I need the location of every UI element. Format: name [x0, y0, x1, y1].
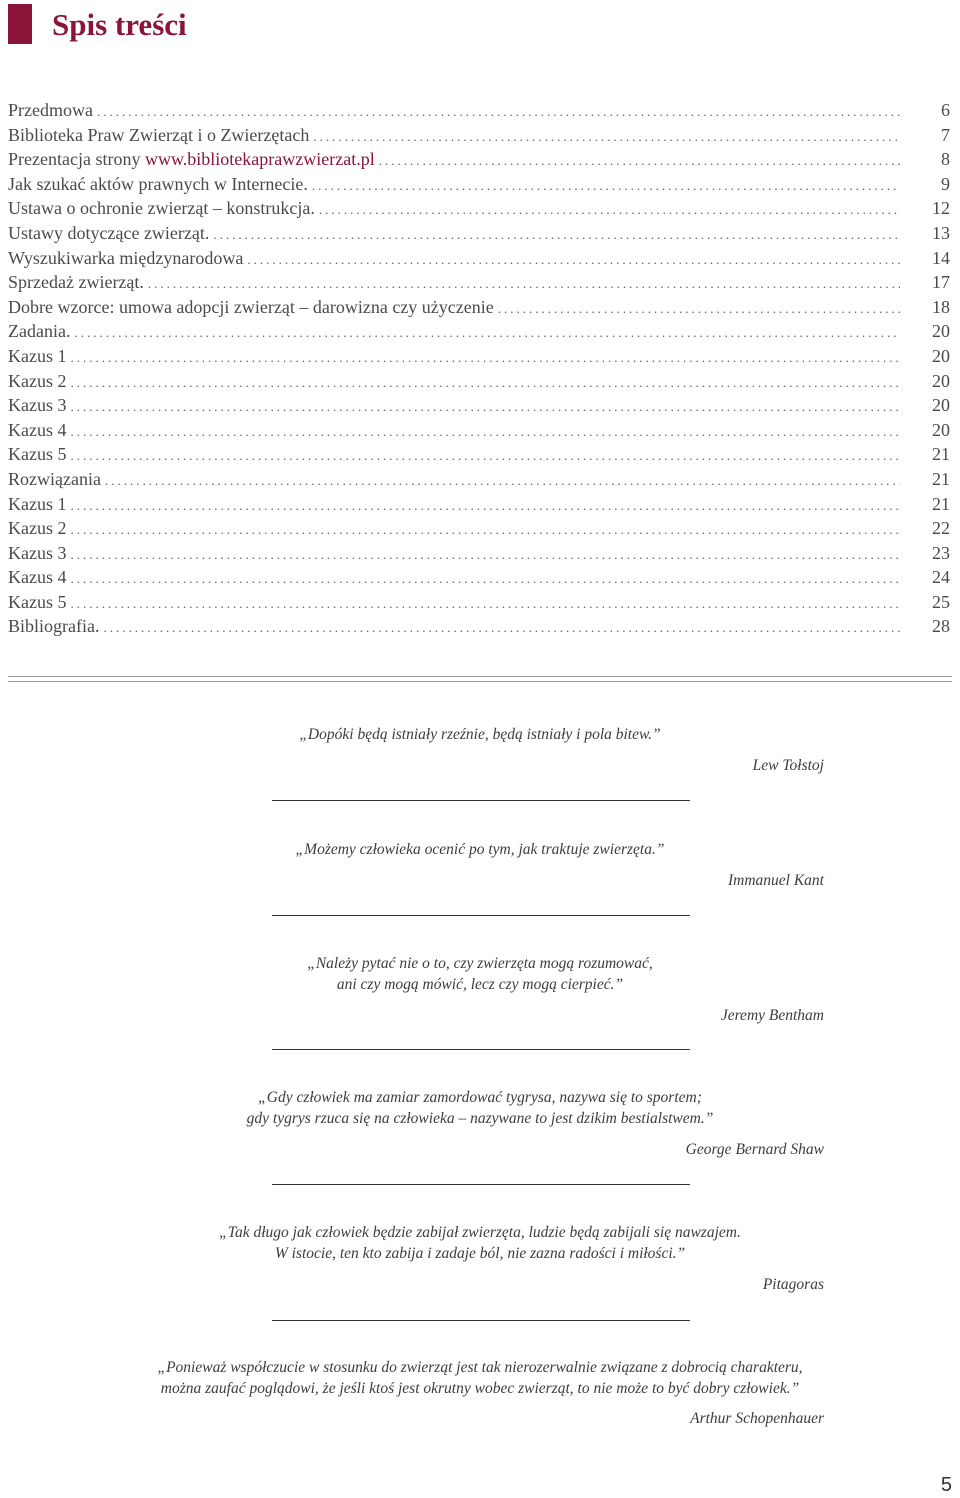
toc-entry[interactable]: [8, 221, 950, 246]
quote-text: „Ponieważ współczucie w stosunku do zwierząt jest tak nierozerwalnie związane z dobrocią charakteru,: [157, 1359, 803, 1376]
toc-entry-label: Rozwiązania: [8, 468, 101, 489]
page-number: 5: [940, 1474, 952, 1496]
toc-entry-label: Kazus 2: [8, 518, 67, 539]
toc-entry-label-container: [8, 147, 375, 172]
toc-leader-dots: [247, 248, 900, 273]
toc-entry-page: 24: [932, 567, 950, 588]
toc-entry[interactable]: [8, 147, 950, 172]
toc-entry-page: 21: [932, 493, 950, 514]
quote-author: George Bernard Shaw: [685, 1141, 824, 1158]
section-divider: [8, 676, 952, 682]
toc-leader-dots: [148, 272, 900, 297]
toc-leader-dots: [313, 125, 900, 150]
toc-entry-page: 14: [932, 247, 950, 268]
toc-leader-dots: [103, 616, 900, 641]
toc-entry-label: Kazus 2: [8, 370, 67, 391]
toc-leader-dots: [312, 174, 900, 199]
quote-author: Immanuel Kant: [727, 872, 824, 889]
toc-entry-label: Kazus 4: [8, 419, 67, 440]
toc-entry-label: Kazus 1: [8, 345, 67, 366]
toc-entry[interactable]: [8, 590, 950, 615]
toc-entry-label: Kazus 3: [8, 395, 67, 416]
toc-leader-dots: [70, 518, 900, 543]
toc-entry-label: Sprzedaż zwierząt.: [8, 272, 144, 293]
toc-entry[interactable]: [8, 369, 950, 394]
toc-leader-dots: [74, 321, 900, 346]
toc-entry-page: 7: [941, 124, 950, 145]
toc-leader-dots: [70, 494, 900, 519]
quote-text: ani czy mogą mówić, lecz czy mogą cierpieć.”: [336, 976, 624, 993]
toc-leader-dots: [70, 395, 900, 420]
toc-entry-page: 20: [932, 345, 950, 366]
toc-entry[interactable]: [8, 541, 950, 566]
quote-text: można zaufać poglądowi, że jeśli ktoś jest okrutny wobec zwierząt, to nie może to być dobry człowiek.”: [160, 1380, 800, 1397]
toc-entry-label: Ustawa o ochronie zwierząt – konstrukcja.: [8, 198, 315, 219]
toc-entry-label: Dobre wzorce: umowa adopcji zwierząt – darowizna czy użyczenie: [8, 296, 494, 317]
toc-entry-page: 25: [932, 591, 950, 612]
title-accent-bar: [8, 4, 32, 44]
toc-entry[interactable]: [8, 246, 950, 271]
toc-entry[interactable]: [8, 418, 950, 443]
quote-text: „Należy pytać nie o to, czy zwierzęta mogą rozumować,: [307, 955, 653, 972]
quote-author: Jeremy Bentham: [720, 1007, 824, 1024]
toc-entry[interactable]: [8, 270, 950, 295]
toc-entry-page: 18: [932, 296, 950, 317]
toc-entry[interactable]: [8, 492, 950, 517]
quote-separator: [272, 800, 690, 801]
quote-text: „Dopóki będą istniały rzeźnie, będą istniały i pola bitew.”: [299, 726, 661, 743]
toc-entry-page: 9: [941, 173, 950, 194]
quote-author: Lew Tołstoj: [752, 757, 824, 774]
toc-entry-page: 22: [932, 518, 950, 539]
toc-entry[interactable]: [8, 123, 950, 148]
toc-leader-dots: [70, 543, 900, 568]
toc-leader-dots: [70, 346, 900, 371]
toc-entry-label: Bibliografia.: [8, 616, 100, 637]
toc-entry-page: 20: [932, 395, 950, 416]
toc-entry[interactable]: [8, 516, 950, 541]
quote-text: „Tak długo jak człowiek będzie zabijał zwierzęta, ludzie będą zabijali się nawzajem.: [219, 1224, 741, 1241]
page-title: Spis treści: [52, 7, 187, 42]
toc-entry[interactable]: [8, 344, 950, 369]
toc-entry-label: Prezentacja strony: [8, 149, 145, 170]
toc-entry-page: 21: [932, 444, 950, 465]
toc-entry-page: 20: [932, 419, 950, 440]
toc-entry-page: 20: [932, 321, 950, 342]
toc-entry-label: Kazus 4: [8, 567, 67, 588]
toc-entry-label: Zadania.: [8, 321, 71, 342]
toc-entry[interactable]: [8, 614, 950, 639]
quote-author: Pitagoras: [762, 1276, 824, 1293]
toc-entry-page: 23: [932, 542, 950, 563]
toc-entry[interactable]: [8, 393, 950, 418]
toc-leader-dots: [70, 567, 900, 592]
toc-entry[interactable]: [8, 172, 950, 197]
quote-separator: [272, 915, 690, 916]
quote-text: gdy tygrys rzuca się na człowieka – nazywane to jest dzikim bestialstwem.”: [246, 1110, 714, 1127]
quote-text: „Możemy człowieka ocenić po tym, jak traktuje zwierzęta.”: [295, 841, 665, 858]
toc-leader-dots: [213, 223, 900, 248]
quote-author: Arthur Schopenhauer: [690, 1410, 824, 1427]
quote-separator: [272, 1320, 690, 1321]
toc-leader-dots: [105, 469, 900, 494]
toc-leader-dots: [70, 371, 900, 396]
toc-entry-label: Kazus 5: [8, 444, 67, 465]
toc-leader-dots: [70, 420, 900, 445]
toc-leader-dots: [70, 444, 900, 469]
toc-leader-dots: [379, 149, 900, 174]
toc-entry[interactable]: [8, 565, 950, 590]
toc-entry[interactable]: [8, 319, 950, 344]
table-of-contents: [8, 98, 950, 639]
toc-entry-page: 17: [932, 272, 950, 293]
toc-entry-page: 6: [941, 100, 950, 120]
toc-leader-dots: [97, 100, 900, 125]
toc-entry[interactable]: [8, 98, 950, 123]
toc-entry-label: Kazus 5: [8, 591, 67, 612]
toc-entry[interactable]: [8, 442, 950, 467]
toc-leader-dots: [498, 297, 900, 322]
toc-entry-label: Kazus 3: [8, 542, 67, 563]
toc-entry-label: Jak szukać aktów prawnych w Internecie.: [8, 173, 308, 194]
quote-text: „Gdy człowiek ma zamiar zamordować tygrysa, nazywa się to sportem;: [258, 1089, 702, 1106]
toc-entry-label: Wyszukiwarka międzynarodowa: [8, 247, 244, 268]
quote-separator: [272, 1184, 690, 1185]
toc-entry[interactable]: [8, 295, 950, 320]
toc-entry-page: 20: [932, 370, 950, 391]
quote-separator: [272, 1049, 690, 1050]
toc-leader-dots: [319, 198, 900, 223]
toc-leader-dots: [70, 592, 900, 617]
quote-text: W istocie, ten kto zabija i zadaje ból, nie zazna radości i miłości.”: [274, 1245, 686, 1262]
toc-entry-page: 8: [941, 149, 950, 170]
toc-entry[interactable]: [8, 467, 950, 492]
toc-entry-label: Kazus 1: [8, 493, 67, 514]
website-link[interactable]: www.bibliotekaprawzwierzat.pl: [144, 149, 375, 170]
toc-entry[interactable]: [8, 196, 950, 221]
toc-entry-page: 12: [932, 198, 950, 219]
toc-entry-label: Przedmowa: [8, 100, 93, 120]
toc-entry-page: 13: [932, 222, 950, 243]
toc-entry-page: 28: [932, 616, 950, 637]
toc-entry-label: Ustawy dotyczące zwierząt.: [8, 222, 210, 243]
toc-entry-label: Biblioteka Praw Zwierząt i o Zwierzętach: [8, 124, 310, 145]
toc-entry-page: 21: [932, 468, 950, 489]
